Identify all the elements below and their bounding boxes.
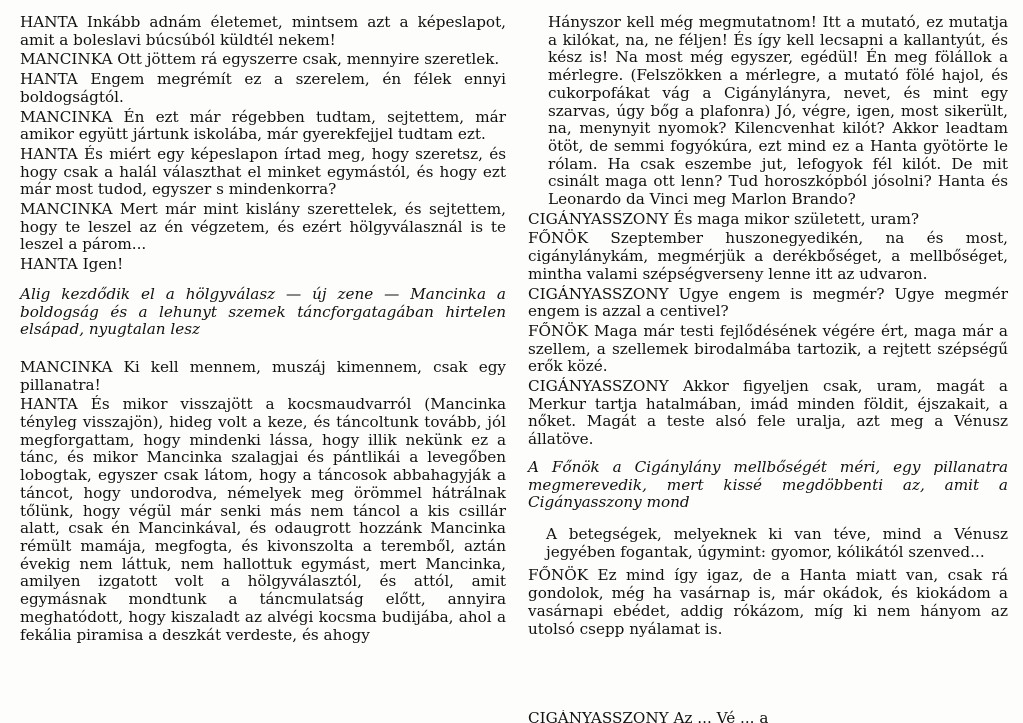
dialogue-hanta-1: HANTA Inkább adnám életemet, mintsem azt a képeslapot, amit a boleslavi búcsúból küldtél nekem! [20, 13, 506, 49]
dialogue-fonok-1: FŐNÖK Szeptember huszonegyedikén, na és most, cigánylánykám, megmérjük a derékbőséget, a mellbőséget, mintha valami szépségverseny lenne itt az udvaron. [528, 229, 1008, 283]
dialogue-hanta-4: HANTA Igen! [20, 255, 124, 274]
dialogue-hanta-2: HANTA Engem megrémít ez a szerelem, én félek ennyi boldogságtól. [20, 70, 506, 106]
dialogue-ciganyasszony-4: CIGÁNYASSZONY Az ... Vé ... a [528, 710, 769, 723]
left-column [20, 14, 506, 646]
stage-direction-1: Alig kezdődik el a hölgyválasz — új zene — Mancinka a boldogság és a lehunyt szemek táncforgatagában hirtelen elsápad, nyugtalan lesz [20, 284, 506, 339]
dialogue-mancinka-2: MANCINKA Én ezt már régebben tudtam, sejtettem, már amikor együtt jártunk iskolába, már gyerekfejjel tudtam ezt. [20, 107, 506, 144]
cut-off-line [528, 710, 1008, 723]
stage-direction-2: A Főnök a Cigánylány mellbőségét méri, egy pillanatra megmerevedik, mert kissé megdöbbenti az, amit a Cigányasszony mond [528, 457, 1008, 512]
dialogue-fonok-continued: Hányszor kell még megmutatnom! Itt a mutató, ez mutatja a kilókat, na, ne féljen! És így kell lecsapni a kallantyút, és kész is! Na most még egyszer, egédül! Én meg fölállok a mérlegre. (Felszökken a mérlegre, a mutató fölé hajol, és cukorpofákat vág a Cigánylányra, nevet, és mint egy szarvas, úgy bőg a plafonra) Jó, végre, igen, most sikerült, na, menynyit nyomok? Kilencvenhat kilót? Akkor leadtam ötöt, de semmi fogyókúra, ezt mind ez a Hanta gyötörte le rólam. Ha csak eszembe jut, lefogyok fél kilót. De mit csinált maga ott lenn? Tud horoszkópból jósolni? Hanta és Leonardo da Vinci meg Marlon Brando? [548, 13, 1008, 209]
dialogue-hanta-5: HANTA És mikor visszajött a kocsmaudvarról (Mancinka tényleg visszajön), hideg volt a keze, és táncoltunk tovább, jól megforgattam, hogy mindenki lássa, hogy illik nekünk ez a tánc, és mikor Mancinka szalagjai és pántlikái a levegőben lobogtak, egyszer csak látom, hogy a táncosok abbahagyják a táncot, hogy undorodva, némelyek meg örömmel hátrálnak tőlünk, hogy végül már senki más nem táncol a kis csillár alatt, csak én Mancinkával, és odaugrott hozzánk Mancinka rémült mamája, megfogta, és kivonszolta a teremből, aztán évekig nem láttuk, nem hallottuk egymást, mert Mancinka, amilyen izgatott volt a hölgyválasztól, és attól, amit egymásnak mondtunk a táncmulatság előtt, annyira meghatódott, hogy kiszaladt az alvégi kocsma budijába, ahol a fekália piramisa a deszkát verdeste, és ahogy [20, 395, 506, 644]
dialogue-mancinka-1: MANCINKA Ott jöttem rá egyszerre csak, mennyire szeretlek. [20, 50, 500, 69]
dialogue-mancinka-3: MANCINKA Mert már mint kislány szerettelek, és sejtettem, hogy te leszel az én végzetem, és ezért hölgyválasznál is te leszel a párom... [20, 200, 506, 254]
dialogue-ciganyasszony-3: CIGÁNYASSZONY Akkor figyeljen csak, uram, magát a Merkur tartja hatalmában, imád minden földit, éjszakait, a nőket. Magát a teste alsó fele uralja, azt meg a Vénusz állatöve. [528, 377, 1008, 449]
dialogue-ciganyasszony-1: CIGÁNYASSZONY És maga mikor született, uram? [528, 209, 919, 228]
dialogue-fonok-2: FŐNÖK Maga már testi fejlődésének végére ért, maga már a szellem, a szellemek birodalmába tartozik, a rejtett szépségű erők közé. [528, 321, 1008, 376]
dialogue-quote-continued: A betegségek, melyeknek ki van téve, mind a Vénusz jegyében fogantak, úgymint: gyomor, kólikától szenved... [546, 524, 1008, 561]
dialogue-ciganyasszony-2: CIGÁNYASSZONY Ugye engem is megmér? Ugye megmér engem is azzal a centivel? [528, 284, 1008, 321]
dialogue-mancinka-4: MANCINKA Ki kell mennem, muszáj kimennem, csak egy pillanatra! [20, 357, 506, 394]
dialogue-fonok-3: FŐNÖK Ez mind így igaz, de a Hanta miatt van, csak rá gondolok, még ha vasárnap is, már okádok, és kiokádom a vasárnapi ebédet, addig rókázom, míg ki nem hányom az utolsó csepp nyálamat is. [528, 566, 1008, 638]
dialogue-hanta-3: HANTA És miért egy képeslapon írtad meg, hogy szeretsz, és hogy csak a halál választhat el minket egymástól, és hogy ezt már most tudod, egyszer s mindenkorra? [20, 144, 506, 199]
right-column [528, 14, 1008, 640]
